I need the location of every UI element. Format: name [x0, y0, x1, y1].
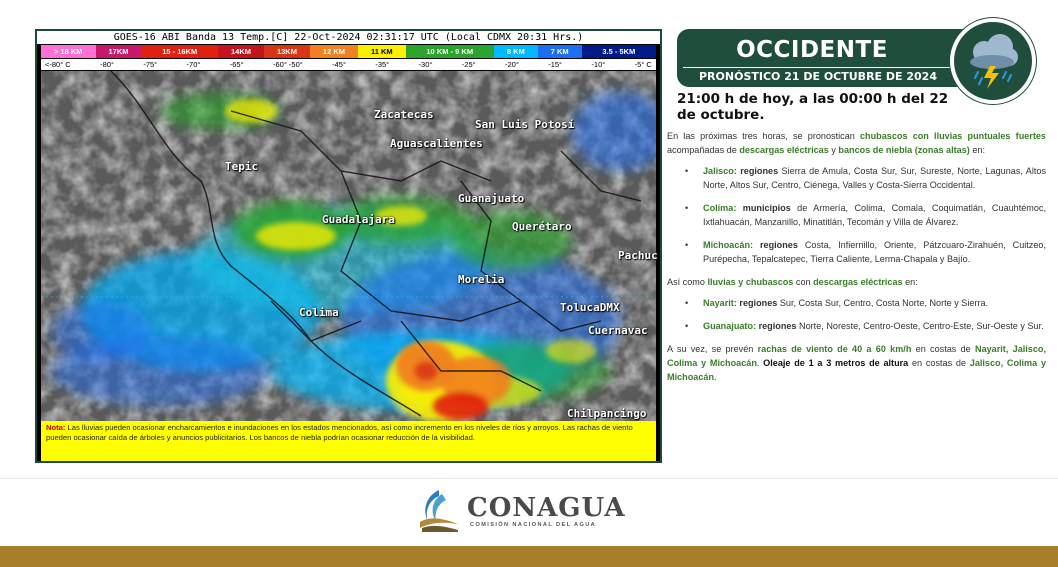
conagua-logo-icon: [418, 488, 460, 532]
city-label-guadalajara: Guadalajara: [322, 213, 395, 226]
bullet-icon: •: [685, 298, 689, 308]
temperature-tick: -30°: [418, 60, 433, 69]
forecast-mid: [667, 275, 1046, 289]
city-label-tepic: Tepic: [225, 160, 259, 173]
note-label: Nota:: [46, 423, 66, 432]
satellite-image-panel: [35, 29, 662, 463]
city-label-guanajuato: Guanajuato: [458, 192, 525, 205]
brand-name: CONAGUA: [467, 493, 626, 523]
intro-text: acompañadas de: [667, 145, 740, 155]
wave-phenomenon: Oleaje de 1 a 3 metros de altura: [763, 358, 909, 368]
city-label-chilpancingo: Chilpancingo: [567, 407, 647, 420]
wind-text: .: [714, 372, 717, 382]
intro-text: en:: [969, 145, 985, 155]
mid-phenomenon: descargas eléctricas: [813, 277, 903, 287]
area-kind: regiones: [736, 298, 778, 308]
area-kind: regiones: [753, 240, 798, 250]
city-label-san-luis-potosi: San Luis Potosí: [475, 118, 575, 131]
state-item: [667, 201, 1046, 229]
state-name: Colima:: [703, 203, 737, 213]
scale-segment: 12 KM: [310, 45, 358, 58]
forecast-body: [667, 129, 1046, 384]
scale-segment: 11 KM: [358, 45, 406, 58]
intro-phenomenon: bancos de niebla (zonas altas): [838, 145, 970, 155]
city-label-pachuca: Pachuc: [618, 249, 658, 262]
mid-text: Así como: [667, 277, 708, 287]
area-kind: regiones: [756, 321, 797, 331]
bullet-icon: •: [685, 166, 689, 176]
city-label-aguascalientes: Aguascalientes: [390, 137, 483, 150]
temperature-tick: -60° -50°: [272, 60, 303, 69]
scale-segment: 10 KM - 9 KM: [406, 45, 494, 58]
state-item: [667, 296, 1046, 310]
area-list: Sierra de Amula, Costa Sur, Sur, Sureste, Norte, Lagunas, Altos Norte, Altos Sur, Centro, Ciénega, Valles y Costa-Sierra Occidental.: [703, 166, 1047, 190]
area-kind: regiones: [736, 166, 779, 176]
wind-text: en costas de: [911, 344, 975, 354]
scale-segment: 15 - 16KM: [141, 45, 218, 58]
region-title: OCCIDENTE: [736, 37, 888, 63]
intro-phenomenon: chubascos con lluvias puntuales fuertes: [860, 131, 1046, 141]
wind-states: Nayarit, Jalisco, Colima y Michoacán: [667, 344, 1046, 368]
city-label-zacatecas: Zacatecas: [374, 108, 434, 121]
bullet-icon: •: [685, 321, 689, 331]
city-label-morelia: Morelia: [458, 273, 505, 286]
temperature-tick: -25°: [461, 60, 476, 69]
scale-segment: 13KM: [264, 45, 310, 58]
temperature-tick: -65°: [229, 60, 244, 69]
temperature-tick: <-80° C: [45, 60, 71, 69]
intro-text: En las próximas tres horas, se pronostican: [667, 131, 860, 141]
note-box: [41, 421, 656, 461]
note-text: Las lluvias pueden ocasionar encharcamientos e inundaciones en los estados mencionados, así como incremento en los niveles de ríos y arroyos. Las rachas de viento pueden ocasionar caída de árboles y anuncios publicitarios. Los bancos de niebla podrían ocasionar reducción de la visibilidad.: [46, 423, 633, 442]
temperature-tick: -70°: [186, 60, 201, 69]
area-list: Sur, Costa Sur, Centro, Costa Norte, Norte y Sierra.: [777, 298, 989, 308]
state-list-heavy: [667, 164, 1046, 266]
scale-segment: 3.5 - 5KM: [582, 45, 656, 58]
state-item: [667, 319, 1046, 333]
scale-segment: 17KM: [96, 45, 142, 58]
state-name: Nayarit:: [703, 298, 737, 308]
state-list-showers: [667, 296, 1046, 333]
cloud-height-scale: [41, 45, 656, 58]
mid-text: con: [793, 277, 814, 287]
wind-text: en costas de: [908, 358, 970, 368]
scale-segment: 7 KM: [538, 45, 582, 58]
temperature-scale: [41, 59, 656, 70]
area-list: Norte, Noreste, Centro-Oeste, Centro-Este, Sur-Oeste y Sur.: [796, 321, 1044, 331]
temperature-tick: -80°: [100, 60, 114, 69]
temperature-tick: -35°: [375, 60, 390, 69]
wind-text: A su vez, se prevén: [667, 344, 758, 354]
city-label-colima: Colima: [299, 306, 339, 319]
forecast-wind: [667, 342, 1046, 384]
forecast-intro: [667, 129, 1046, 157]
forecast-time-range: 21:00 h de hoy, a las 00:00 h del 22 de octubre.: [677, 91, 949, 123]
brand-subtitle: COMISIÓN NACIONAL DEL AGUA: [470, 522, 597, 528]
city-label-cuernavaca: Cuernavac: [588, 324, 648, 337]
cloud-rain-lightning-icon: [950, 18, 1036, 104]
region-header: [677, 29, 997, 87]
wave-states: Jalisco, Colima y Michoacán: [667, 358, 1047, 382]
temperature-tick: -20°: [505, 60, 519, 69]
scale-segment: 14KM: [218, 45, 264, 58]
forecast-date: PRONÓSTICO 21 DE OCTUBRE DE 2024: [699, 70, 937, 83]
temperature-tick: -5° C: [634, 60, 652, 69]
satellite-title: GOES-16 ABI Banda 13 Temp.[C] 22-Oct-2024 02:31:17 UTC (Local CDMX 20:31 Hrs.): [37, 31, 660, 44]
mid-text: en:: [902, 277, 918, 287]
mid-phenomenon: lluvias y chubascos: [707, 277, 794, 287]
intro-text: y: [828, 145, 839, 155]
temperature-tick: -75°: [143, 60, 158, 69]
state-name: Jalisco:: [703, 166, 737, 176]
city-label-queretaro: Querétaro: [512, 220, 572, 233]
area-kind: municipios: [736, 203, 791, 213]
state-name: Michoacán:: [703, 240, 754, 250]
temperature-tick: -45°: [332, 60, 346, 69]
bottom-band: [0, 546, 1058, 567]
area-list: de Armería, Colima, Comala, Coquimatlán, Cuauhtémoc, Ixtlahuacán, Manzanillo, Minatitlán, Tecomán y Villa de Álvarez.: [703, 203, 1046, 227]
scale-segment: 8 KM: [494, 45, 538, 58]
state-name: Guanajuato:: [703, 321, 757, 331]
city-label-toluca-cdmx: TolucaDMX: [560, 301, 620, 314]
wind-text: .: [756, 358, 764, 368]
area-list: Costa, Infiernillo, Oriente, Pátzcuaro-Zirahuén, Cuitzeo, Purépecha, Tepalcatepec, Tierra Caliente, Lerma-Chapala y Bajío.: [703, 240, 1046, 264]
intro-phenomenon: descargas eléctricas: [739, 145, 829, 155]
wind-phenomenon: rachas de viento de 40 a 60 km/h: [757, 344, 912, 354]
bullet-icon: •: [685, 240, 689, 250]
temperature-tick: -15°: [548, 60, 563, 69]
bullet-icon: •: [685, 203, 689, 213]
temperature-tick: -10°: [591, 60, 606, 69]
scale-segment: > 18 KM: [41, 45, 96, 58]
date-strip: [683, 67, 963, 83]
state-item: [667, 164, 1046, 192]
state-item: [667, 238, 1046, 266]
